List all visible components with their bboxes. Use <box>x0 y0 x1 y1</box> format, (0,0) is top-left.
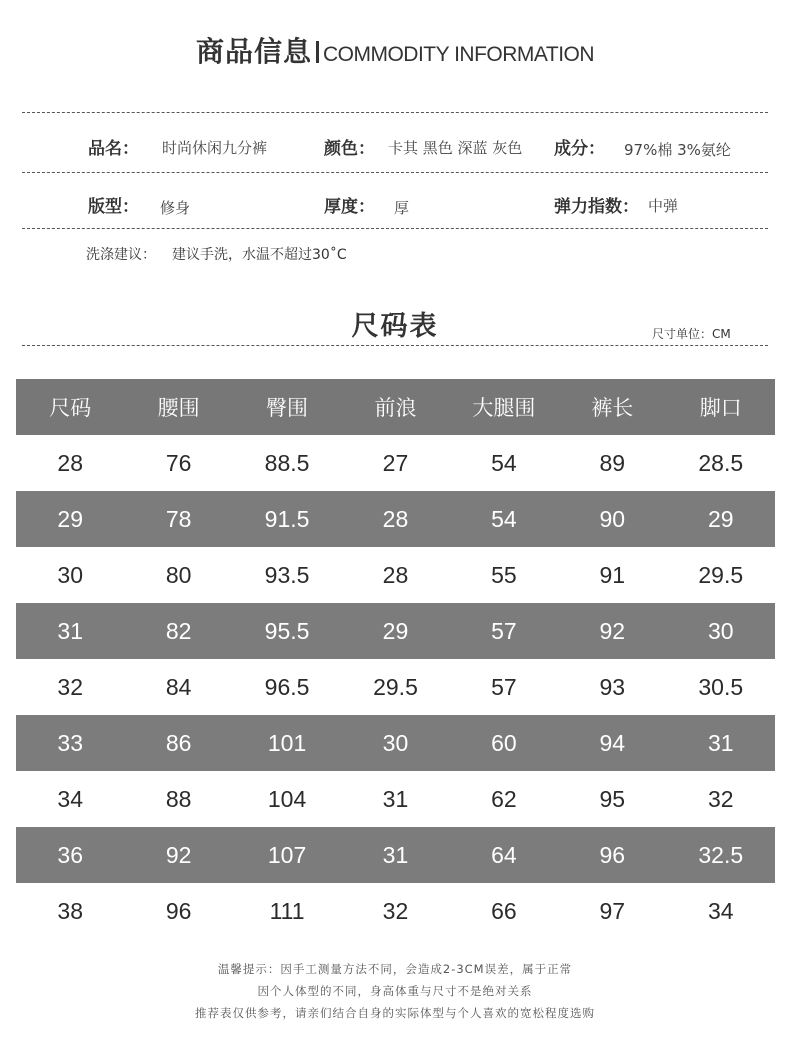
table-cell: 29 <box>707 505 734 532</box>
stretch-label: 弹力指数： <box>554 197 639 217</box>
table-cell: 94 <box>599 729 626 756</box>
stretch-value: 中弹 <box>648 197 679 215</box>
table-cell: 107 <box>267 841 307 868</box>
dashed-divider <box>22 172 768 173</box>
color-value: 卡其 黑色 深蓝 灰色 <box>388 139 523 157</box>
table-cell: 32 <box>57 673 83 700</box>
table-cell: 32.5 <box>698 841 744 868</box>
table-cell: 57 <box>491 617 517 644</box>
size-table <box>16 379 775 939</box>
table-cell: 66 <box>491 897 517 924</box>
table-cell: 55 <box>491 561 517 588</box>
table-cell: 54 <box>491 449 517 476</box>
header-cell-length: 裤长 <box>591 396 634 420</box>
table-cell: 104 <box>267 785 307 812</box>
dashed-divider <box>22 112 768 113</box>
table-cell: 111 <box>269 897 305 924</box>
section-header <box>0 30 790 70</box>
table-row <box>16 435 775 491</box>
table-cell: 29.5 <box>373 673 418 700</box>
header-cell-waist: 腰围 <box>157 396 200 420</box>
wash-advice <box>86 244 347 264</box>
table-cell: 29 <box>382 617 409 644</box>
dashed-divider <box>22 345 768 346</box>
table-cell: 28 <box>382 505 409 532</box>
note-line: 因个人体型的不同，身高体重与尺寸不是绝对关系 <box>257 984 533 998</box>
header-cell-hip: 臀围 <box>266 396 309 420</box>
table-row <box>16 771 775 827</box>
table-row <box>16 491 775 547</box>
material-label: 成分： <box>554 139 605 159</box>
note-line: 推荐表仅供参考，请亲们结合自身的实际体型与个人喜欢的宽松程度选购 <box>195 1006 595 1020</box>
fit-label: 版型： <box>88 197 139 217</box>
table-cell: 96 <box>599 841 626 868</box>
table-cell: 95.5 <box>264 617 310 644</box>
table-cell: 31 <box>57 617 83 644</box>
thickness-label: 厚度： <box>324 197 375 217</box>
table-cell: 95 <box>599 785 626 812</box>
table-row <box>16 603 775 659</box>
table-cell: 82 <box>165 617 192 644</box>
table-cell: 30.5 <box>698 673 744 700</box>
header-cell-leg-opening: 脚口 <box>699 396 742 420</box>
info-row-2 <box>0 192 790 216</box>
table-cell: 30 <box>382 729 409 756</box>
table-row <box>16 715 775 771</box>
note-line: 温馨提示：因手工测量方法不同，会造成2-3CM误差，属于正常 <box>217 962 573 976</box>
material-value: 97%棉 3%氨纶 <box>624 141 731 159</box>
table-cell: 30 <box>57 561 83 588</box>
table-cell: 34 <box>57 785 83 812</box>
table-cell: 93 <box>599 673 626 700</box>
product-name-label: 品名： <box>88 139 139 159</box>
size-chart-title: 尺码表 <box>351 311 439 342</box>
table-cell: 91.5 <box>264 505 310 532</box>
header-cell-size: 尺码 <box>49 396 92 420</box>
table-cell: 62 <box>491 785 517 812</box>
table-cell: 76 <box>165 449 192 476</box>
table-row <box>16 659 775 715</box>
table-cell: 32 <box>382 897 409 924</box>
table-cell: 28.5 <box>698 449 744 476</box>
table-cell: 54 <box>491 505 517 532</box>
table-cell: 91 <box>599 561 626 588</box>
table-cell: 29 <box>57 505 83 532</box>
table-cell: 27 <box>382 449 409 476</box>
table-row <box>16 883 775 939</box>
product-name-value: 时尚休闲九分裤 <box>162 139 268 157</box>
table-cell: 64 <box>491 841 517 868</box>
header-title-en: COMMODITY INFORMATION <box>322 43 595 66</box>
table-cell: 29.5 <box>698 561 744 588</box>
table-row <box>16 827 775 883</box>
table-cell: 36 <box>57 841 83 868</box>
table-cell: 97 <box>599 897 626 924</box>
table-cell: 31 <box>382 785 409 812</box>
table-cell: 38 <box>57 897 83 924</box>
table-row <box>16 547 775 603</box>
table-cell: 88 <box>165 785 192 812</box>
header-cell-front-rise: 前浪 <box>374 396 417 420</box>
header-cell-thigh: 大腿围 <box>472 396 536 420</box>
table-cell: 86 <box>165 729 192 756</box>
table-cell: 89 <box>599 449 626 476</box>
table-cell: 28 <box>382 561 409 588</box>
table-cell: 33 <box>57 729 83 756</box>
wash-value: 建议手洗，水温不超过30˚C <box>172 247 347 263</box>
table-cell: 84 <box>165 673 192 700</box>
header-divider <box>316 41 319 63</box>
table-cell: 80 <box>165 561 192 588</box>
thickness-value: 厚 <box>394 199 410 217</box>
info-row-1 <box>0 134 790 158</box>
table-cell: 34 <box>707 897 734 924</box>
color-label: 颜色： <box>324 139 375 159</box>
table-cell: 101 <box>267 729 307 756</box>
table-cell: 30 <box>707 617 734 644</box>
wash-label: 洗涤建议： <box>86 247 156 263</box>
table-header-row <box>16 379 775 435</box>
table-cell: 57 <box>491 673 517 700</box>
fit-value: 修身 <box>160 199 191 217</box>
table-cell: 90 <box>599 505 626 532</box>
header-title-cn: 商品信息 <box>195 35 312 68</box>
table-cell: 60 <box>491 729 517 756</box>
table-cell: 88.5 <box>264 449 310 476</box>
table-cell: 32 <box>707 785 734 812</box>
table-cell: 92 <box>165 841 192 868</box>
table-cell: 31 <box>707 729 734 756</box>
table-cell: 92 <box>599 617 626 644</box>
measurement-notes <box>0 958 790 1024</box>
table-cell: 96 <box>165 897 192 924</box>
table-cell: 96.5 <box>264 673 310 700</box>
size-unit: 尺寸单位：CM <box>652 327 731 341</box>
table-cell: 78 <box>165 505 192 532</box>
dashed-divider <box>22 228 768 229</box>
table-cell: 28 <box>57 449 83 476</box>
table-cell: 93.5 <box>264 561 310 588</box>
table-cell: 31 <box>382 841 409 868</box>
